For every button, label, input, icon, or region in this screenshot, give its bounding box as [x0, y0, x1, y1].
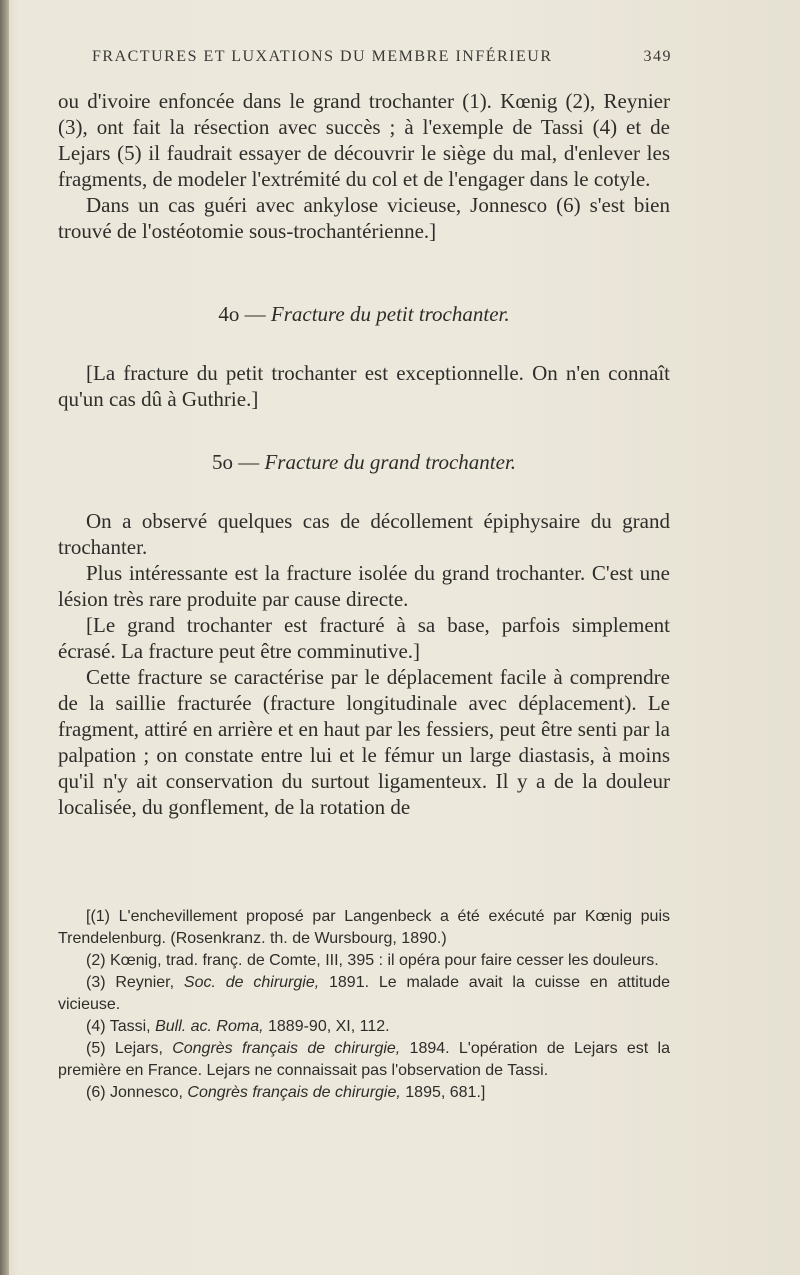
- footnote-source: Congrès français de chirurgie,: [187, 1084, 401, 1101]
- footnote-text: 1891. Le malade avait la cuisse en attitude vicieuse.: [58, 974, 670, 1013]
- page-binding-edge: [0, 0, 9, 1275]
- footnote: [(1) L'enchevillement proposé par Langenbeck a été exécuté par Kœnig puis Trendelenburg. (Rosenkranz. th. de Wursbourg, 1890.): [58, 908, 670, 947]
- paragraph: [Le grand trochanter est fracturé à sa base, parfois simplement écrasé. La fracture peut être comminutive.]: [58, 613, 670, 663]
- page-number: 349: [643, 48, 672, 65]
- footnote-source: Bull. ac. Roma,: [155, 1018, 264, 1035]
- paragraph: ou d'ivoire enfoncée dans le grand trochanter (1). Kœnig (2), Reynier (3), ont fait la résection avec succès ; à l'exemple de Tassi (4) et de Lejars (5) il faudrait essayer de découvrir le siège du mal, d'enlever les fragments, de modeler l'extrémité du col et de l'engager dans le cotyle.: [58, 89, 670, 191]
- paragraph: Plus intéressante est la fracture isolée du grand trochanter. C'est une lésion très rare produite par cause directe.: [58, 561, 670, 611]
- footnote: [58, 972, 670, 1016]
- section-heading-4: [58, 302, 670, 327]
- paragraph: [La fracture du petit trochanter est exceptionnelle. On n'en connaît qu'un cas dû à Guthrie.]: [58, 361, 670, 411]
- paragraph: Dans un cas guéri avec ankylose vicieuse, Jonnesco (6) s'est bien trouvé de l'ostéotomie sous-trochantérienne.]: [58, 193, 670, 243]
- footnote-text: 1889-90, XI, 112.: [263, 1018, 390, 1035]
- section-title: Fracture du petit trochanter.: [270, 302, 510, 326]
- footnote-text: 1895, 681.]: [400, 1084, 486, 1101]
- footnote-text: (5) Lejars,: [86, 1040, 173, 1057]
- footnote-source: Congrès français de chirurgie,: [172, 1040, 401, 1057]
- text-block-3: [58, 508, 670, 820]
- section-number: 5o —: [211, 450, 260, 474]
- footnote: (2) Kœnig, trad. franç. de Comte, III, 395 : il opéra pour faire cesser les douleurs.: [86, 952, 659, 969]
- footnote-text: 1894. L'opération de Lejars est la première en France. Lejars ne connaissait pas l'observation de Tassi.: [58, 1040, 671, 1079]
- footnote: [58, 1038, 670, 1082]
- text-block-1: [58, 88, 670, 244]
- paragraph: Cette fracture se caractérise par le déplacement facile à comprendre de la saillie fracturée (fracture longitudinale avec déplacement). Le fragment, attiré en arrière et en haut par les fessiers, peut être senti par la palpation ; on constate entre lui et le fémur un large diastasis, à moins qu'il n'y ait conservation du surtout ligamenteux. Il y a de la douleur localisée, du gonflement, de la rotation de: [58, 665, 670, 819]
- footnote: [58, 1016, 670, 1038]
- text-block-2: [58, 360, 670, 412]
- section-title: Fracture du grand trochanter.: [264, 450, 517, 474]
- running-title: FRACTURES ET LUXATIONS DU MEMBRE INFÉRIEUR: [92, 48, 553, 65]
- section-number: 4o —: [218, 302, 266, 326]
- footnote: [58, 1082, 670, 1104]
- footnote-text: (3) Reynier,: [86, 974, 184, 991]
- footnote-text: (4) Tassi,: [86, 1018, 156, 1035]
- footnote-text: (6) Jonnesco,: [86, 1084, 188, 1101]
- paragraph: On a observé quelques cas de décollement épiphysaire du grand trochanter.: [58, 509, 670, 559]
- footnote-source: Soc. de chirurgie,: [183, 974, 320, 991]
- running-header: [92, 48, 672, 66]
- footnotes: [58, 906, 670, 1104]
- section-heading-5: [58, 450, 670, 475]
